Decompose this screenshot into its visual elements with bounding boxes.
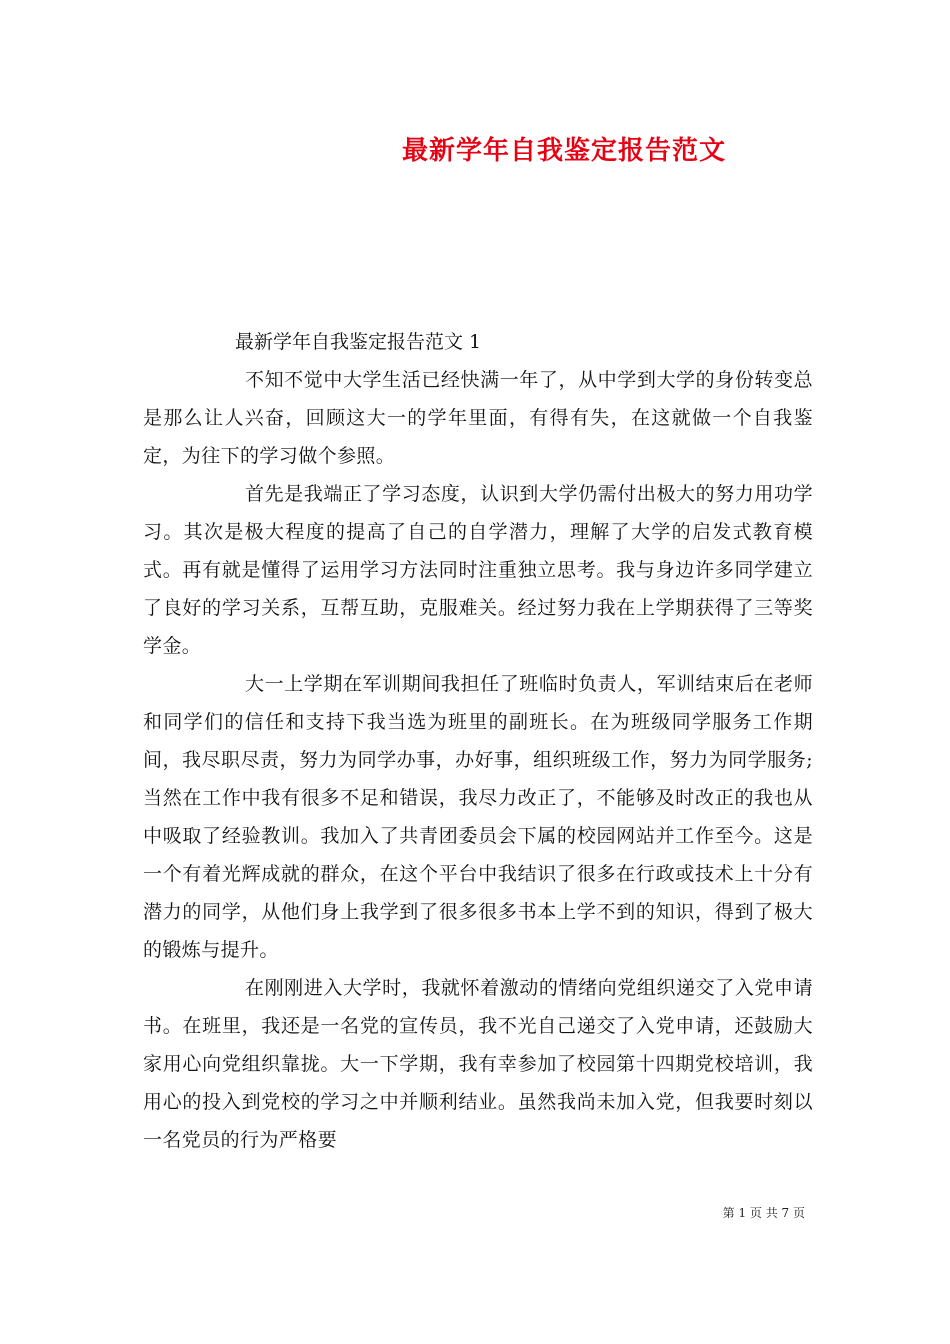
document-title: 最新学年自我鉴定报告范文 [401,136,726,166]
section-heading: 最新学年自我鉴定报告范文 1 [235,331,482,353]
paragraph-4: 在刚刚进入大学时，我就怀着激动的情绪向党组织递交了入党申请书。在班里，我还是一名党的宣传员，我不光自己递交了入党申请，还鼓励大家用心向党组织靠拢。大一下学期，我有幸参加了校园第十四期党校培训，我用心的投入到党校的学习之中并顺利结业。虽然我尚未加入党，但我要时刻以一名党员的行为严格要 [143,977,813,1151]
paragraph-3: 大一上学期在军训期间我担任了班临时负责人，军训结束后在老师和同学们的信任和支持下我当选为班里的副班长。在为班级同学服务工作期间，我尽职尽责，努力为同学办事，办好事，组织班级工作，努力为同学服务;当然在工作中我有很多不足和错误，我尽力改正了，不能够及时改正的我也从中吸取了经验教训。我加入了共青团委员会下属的校园网站并工作至今。这是一个有着光辉成就的群众，在这个平台中我结识了很多在行政或技术上十分有潜力的同学，从他们身上我学到了很多很多书本上学不到的知识，得到了极大的锻炼与提升。 [143,673,813,961]
document-body [143,323,813,1159]
paragraph-2: 首先是我端正了学习态度，认识到大学仍需付出极大的努力用功学习。其次是极大程度的提高了自己的自学潜力，理解了大学的启发式教育模式。再有就是懂得了运用学习方法同时注重独立思考。我与身边许多同学建立了良好的学习关系，互帮互助，克服难关。经过努力我在上学期获得了三等奖学金。 [143,483,813,657]
page-footer: 第 1 页 共 7 页 [722,1206,805,1220]
paragraph-1: 不知不觉中大学生活已经快满一年了，从中学到大学的身份转变总是那么让人兴奋，回顾这大一的学年里面，有得有失，在这就做一个自我鉴定，为往下的学习做个参照。 [143,369,813,467]
